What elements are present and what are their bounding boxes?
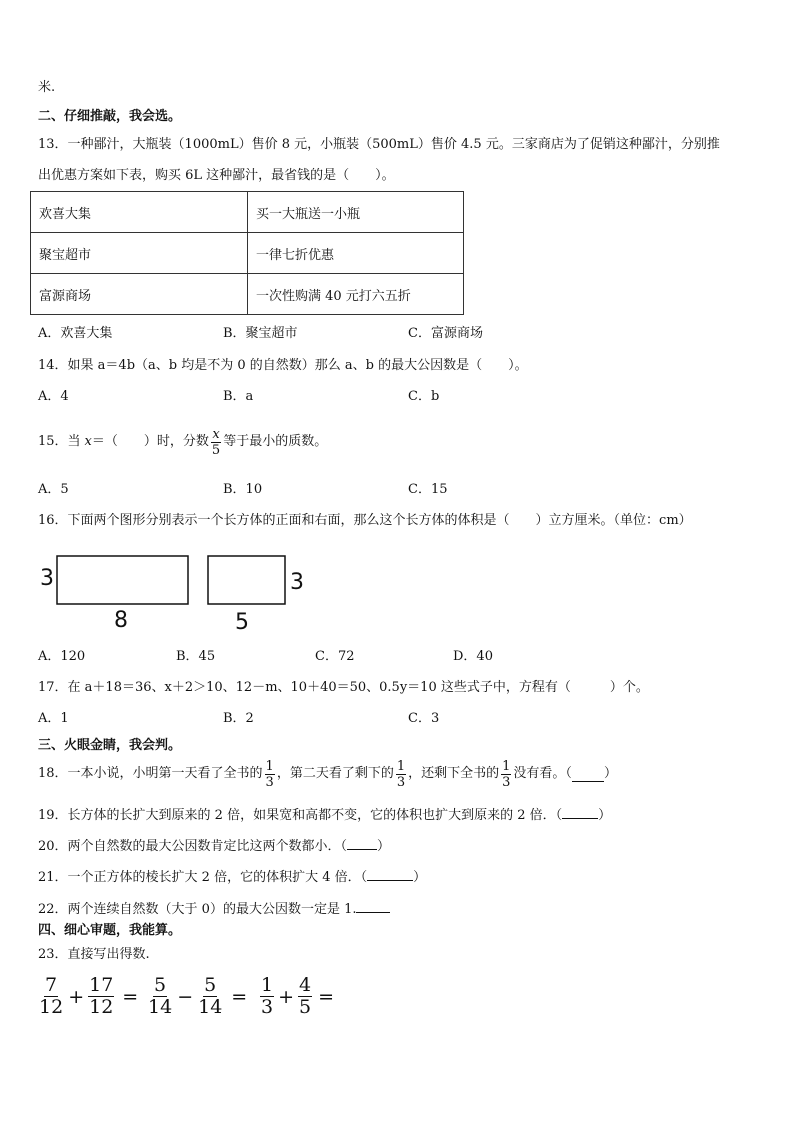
equals-sign: = xyxy=(318,985,335,1008)
store-name: 欢喜大集 xyxy=(31,192,248,233)
q21-text: 21．一个正方体的棱长扩大 2 倍，它的体积扩大 4 倍．（ xyxy=(38,870,368,885)
q15-fraction xyxy=(211,428,221,457)
q16-option-c[interactable]: C．72 xyxy=(315,649,355,664)
table-row xyxy=(31,274,464,315)
fraction-denominator: 3 xyxy=(396,774,406,790)
q19-answer-blank[interactable] xyxy=(562,804,598,819)
q19-text: 19．长方体的长扩大到原来的 2 倍，如果宽和高都不变，它的体积也扩大到原来的 2 倍．（ xyxy=(38,808,563,823)
q22-answer-blank[interactable] xyxy=(356,898,390,913)
q15-option-a[interactable]: A．5 xyxy=(38,482,69,497)
expr3-fraction-b xyxy=(298,976,312,1017)
fraction-denominator: 3 xyxy=(261,996,274,1018)
question-15 xyxy=(38,424,327,460)
q18-part-3: ，还剩下全书的 xyxy=(408,766,500,781)
question-21 xyxy=(38,866,426,887)
q17-option-b[interactable]: B．2 xyxy=(223,711,254,726)
q15-middle: ＝（ ）时，分数 xyxy=(91,434,209,449)
offer-text: 一次性购满 40 元打六五折 xyxy=(248,274,464,315)
q22-text: 22．两个连续自然数（大于 0）的最大公因数一定是 1. xyxy=(38,902,357,917)
q18-fraction-1 xyxy=(265,760,275,789)
fraction-numerator: 1 xyxy=(396,758,406,774)
cuboid-views-figure xyxy=(30,548,330,636)
q18-answer-blank[interactable] xyxy=(572,767,604,782)
expression-2 xyxy=(145,976,249,1017)
expr1-fraction-a xyxy=(38,976,64,1017)
q15-suffix: 等于最小的质数。 xyxy=(223,434,328,449)
fraction-numerator: 5 xyxy=(154,974,167,996)
front-view-rectangle xyxy=(57,556,188,604)
fraction-numerator: 4 xyxy=(299,974,312,996)
store-name: 聚宝超市 xyxy=(31,233,248,274)
q15-variable: x xyxy=(84,434,92,449)
q14-option-b[interactable]: B．a xyxy=(223,389,254,404)
q20-text: 20．两个自然数的最大公因数肯定比这两个数都小．（ xyxy=(38,839,348,854)
fraction-denominator: 3 xyxy=(502,774,511,790)
q21-answer-blank[interactable] xyxy=(367,866,413,881)
minus-operator: − xyxy=(177,985,194,1008)
question-23: 23．直接写出得数. xyxy=(38,947,150,962)
q15-prefix: 15．当 xyxy=(38,434,81,449)
fraction-numerator: x xyxy=(212,426,220,442)
promotion-table xyxy=(30,191,464,315)
front-length-label: 8 xyxy=(114,608,128,633)
fraction-numerator: 17 xyxy=(89,974,114,996)
fraction-denominator: 3 xyxy=(265,774,274,790)
q14-option-c[interactable]: C．b xyxy=(408,389,440,404)
table-row xyxy=(31,233,464,274)
q21-close: ） xyxy=(413,870,427,885)
q13-option-b[interactable]: B．聚宝超市 xyxy=(223,326,298,341)
question-13-line-1: 13．一种鄙汁，大瓶装（1000mL）售价 8 元，小瓶装（500mL）售价 4.5 元。三家商店为了促销这种鄙汁，分别推 xyxy=(38,137,720,152)
q16-option-b[interactable]: B．45 xyxy=(176,649,216,664)
right-width-label: 5 xyxy=(235,610,249,635)
question-13-line-2: 出优惠方案如下表，购买 6L 这种鄙汁，最省钱的是（ ）。 xyxy=(38,168,395,183)
question-22 xyxy=(38,898,390,919)
equals-sign: = xyxy=(231,985,248,1008)
q15-option-c[interactable]: C．15 xyxy=(408,482,448,497)
section-title-calc: 四、细心审题，我能算。 xyxy=(38,923,182,938)
expr3-fraction-a xyxy=(260,976,274,1017)
q19-close: ） xyxy=(598,808,612,823)
expression-1 xyxy=(36,976,140,1017)
offer-text: 一律七折优惠 xyxy=(248,233,464,274)
store-name: 富源商场 xyxy=(31,274,248,315)
question-20 xyxy=(38,835,390,856)
q14-option-a[interactable]: A．4 xyxy=(38,389,69,404)
q20-close: ） xyxy=(377,839,391,854)
q18-fraction-3 xyxy=(501,760,511,789)
q18-part-2: ，第二天看了剩下的 xyxy=(276,766,394,781)
section-title-judge: 三、火眼金睛，我会判。 xyxy=(38,738,182,753)
q13-option-c[interactable]: C．富源商场 xyxy=(408,326,483,341)
q18-fraction-2 xyxy=(396,760,406,789)
expr2-fraction-b xyxy=(197,976,223,1017)
fraction-numerator: 1 xyxy=(261,974,274,996)
question-14: 14．如果 a＝4b（a、b 均是不为 0 的自然数）那么 a、b 的最大公因数是（ ）。 xyxy=(38,358,528,373)
q18-part-4: 没有看。（ xyxy=(513,766,572,781)
q16-option-d[interactable]: D．40 xyxy=(453,649,493,664)
q17-option-c[interactable]: C．3 xyxy=(408,711,440,726)
section-title-choice: 二、仔细推敲，我会选。 xyxy=(38,109,182,124)
front-height-label: 3 xyxy=(40,566,54,591)
fraction-denominator: 5 xyxy=(211,442,221,458)
fraction-numerator: 5 xyxy=(204,974,217,996)
fraction-numerator: 1 xyxy=(502,758,511,774)
question-17: 17．在 a＋18＝36、x＋2＞10、12－m、10＋40＝50、0.5y＝10 这些式子中，方程有（ ）个。 xyxy=(38,680,649,695)
q18-part-5: ） xyxy=(603,766,617,781)
offer-text: 买一大瓶送一小瓶 xyxy=(248,192,464,233)
fraction-denominator: 5 xyxy=(299,996,312,1018)
q16-option-a[interactable]: A．120 xyxy=(38,649,86,664)
expression-3 xyxy=(258,976,336,1017)
q17-option-a[interactable]: A．1 xyxy=(38,711,69,726)
q18-part-1: 18．一本小说，小明第一天看了全书的 xyxy=(38,766,263,781)
q20-answer-blank[interactable] xyxy=(347,835,377,850)
expr1-fraction-b xyxy=(88,976,114,1017)
expr2-fraction-a xyxy=(147,976,173,1017)
table-row xyxy=(31,192,464,233)
q15-option-b[interactable]: B．10 xyxy=(223,482,263,497)
fraction-denominator: 14 xyxy=(148,996,173,1018)
fraction-denominator: 12 xyxy=(39,996,64,1018)
fraction-numerator: 1 xyxy=(265,758,274,774)
question-19 xyxy=(38,804,611,825)
fraction-denominator: 14 xyxy=(198,996,223,1018)
equals-sign: = xyxy=(122,985,139,1008)
fraction-numerator: 7 xyxy=(45,974,58,996)
question-18 xyxy=(38,756,617,792)
question-16: 16．下面两个图形分别表示一个长方体的正面和右面，那么这个长方体的体积是（ ）立方厘米。（单位：cm） xyxy=(38,513,692,528)
right-view-rectangle xyxy=(208,556,285,604)
fraction-denominator: 12 xyxy=(89,996,114,1018)
page-fragment: 米. xyxy=(38,80,56,95)
plus-operator: + xyxy=(278,985,295,1008)
right-height-label: 3 xyxy=(290,570,304,595)
q13-option-a[interactable]: A．欢喜大集 xyxy=(38,326,113,341)
plus-operator: + xyxy=(68,985,85,1008)
